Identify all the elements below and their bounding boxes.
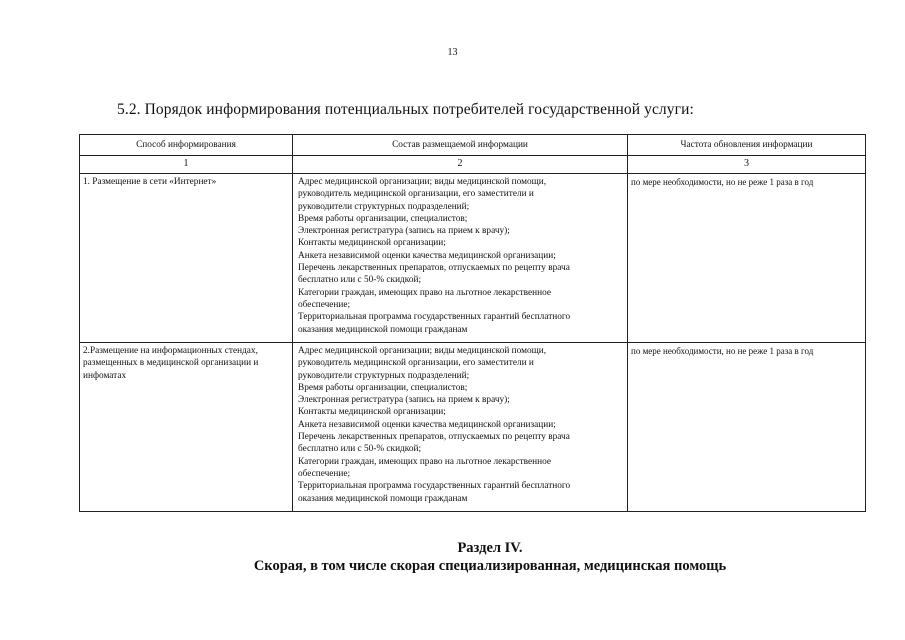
content-line: Электронная регистратура (запись на прием к врачу); (298, 395, 510, 406)
content-line: оказания медицинской помощи гражданам (298, 324, 468, 335)
content-line: Электронная регистратура (запись на прием к врачу); (298, 226, 510, 237)
content-line: руководители структурных подразделений; (298, 370, 470, 381)
content-line: руководитель медицинской организации, его заместители и (298, 189, 534, 200)
content-line: Территориальная программа государственных гарантий бесплатного (298, 481, 571, 492)
content-line: Контакты медицинской организации; (298, 238, 446, 249)
column-number: 1 (80, 156, 293, 174)
content-line: Адрес медицинской организации; виды медицинской помощи, (298, 346, 547, 356)
content-line: руководитель медицинской организации, его заместители и (298, 358, 534, 369)
content-line: Время работы организации, специалистов; (298, 382, 468, 393)
content-line: Категории граждан, имеющих право на льготное лекарственное (298, 287, 551, 298)
content-line: обеспечение; (298, 299, 351, 310)
header-content: Состав размещаемой информации (293, 135, 628, 156)
content-line: Контакты медицинской организации; (298, 407, 446, 418)
frequency-cell: по мере необходимости, но не реже 1 раза в год (628, 174, 866, 343)
content-line: Анкета независимой оценки качества медицинской организации; (298, 419, 556, 430)
column-number: 3 (628, 156, 866, 174)
column-number: 2 (293, 156, 628, 174)
column-number-row (80, 156, 866, 174)
content-cell (293, 174, 628, 343)
content-cell (293, 343, 628, 512)
content-line: Время работы организации, специалистов; (298, 213, 468, 224)
content-line: Категории граждан, имеющих право на льготное лекарственное (298, 456, 551, 467)
header-frequency: Частота обновления информации (628, 135, 866, 156)
content-line: Перечень лекарственных препаратов, отпускаемых по рецепту врача (298, 263, 570, 274)
header-method: Способ информирования (80, 135, 293, 156)
part-subtitle: Скорая, в том числе скорая специализированная, медицинская помощь (253, 558, 727, 574)
content-line: руководители структурных подразделений; (298, 201, 470, 212)
content-line: Анкета независимой оценки качества медицинской организации; (298, 250, 556, 261)
content-line: бесплатно или с 50-% скидкой; (298, 275, 422, 286)
information-table (79, 134, 866, 512)
table-row (80, 174, 866, 343)
content-line: оказания медицинской помощи гражданам (298, 493, 468, 504)
page-number: 13 (447, 47, 458, 58)
content-line: Перечень лекарственных препаратов, отпускаемых по рецепту врача (298, 432, 570, 443)
part-title: Раздел IV. (457, 540, 523, 556)
content-line: Территориальная программа государственных гарантий бесплатного (298, 312, 571, 323)
table-header-row (80, 135, 866, 156)
content-line: бесплатно или с 50-% скидкой; (298, 444, 422, 455)
content-line: Адрес медицинской организации; виды медицинской помощи, (298, 177, 547, 187)
table-row (80, 343, 866, 512)
frequency-cell: по мере необходимости, но не реже 1 раза в год (628, 343, 866, 512)
content-line: обеспечение; (298, 468, 351, 479)
method-cell: 2.Размещение на информационных стендах, размещенных в медицинской организации и инфоматах (80, 343, 293, 512)
method-cell: 1. Размещение в сети «Интернет» (80, 174, 293, 343)
section-heading: 5.2. Порядок информирования потенциальных потребителей государственной услуги: (117, 101, 694, 118)
